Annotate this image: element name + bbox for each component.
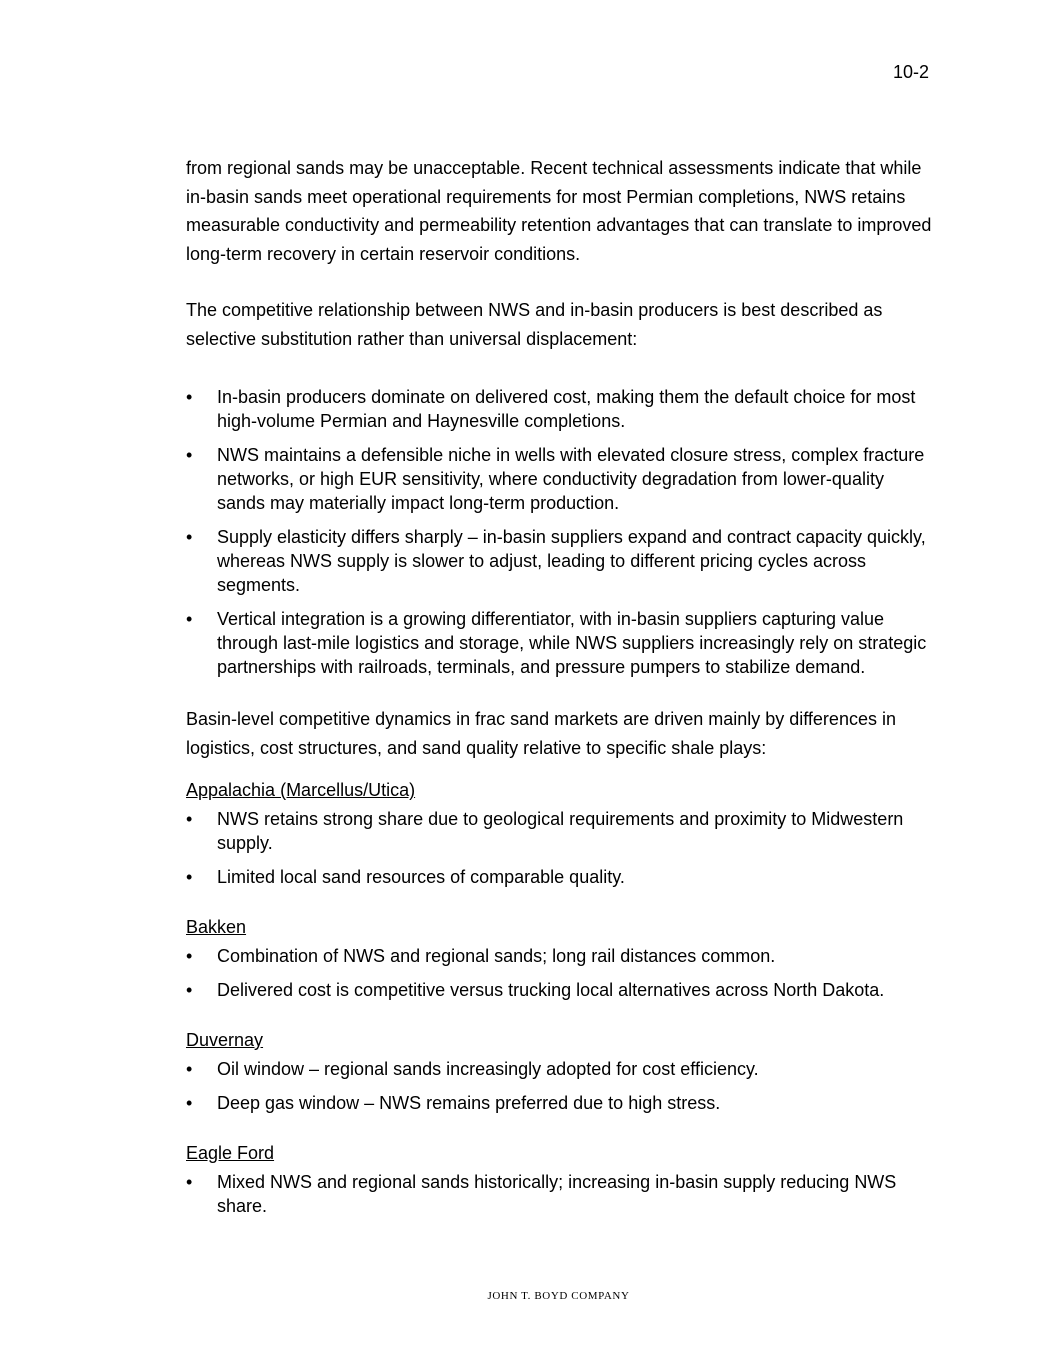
bullet-icon: • [186,809,193,829]
bullet-icon: • [186,387,193,407]
basin-bullet-list [186,807,936,889]
bullet-icon: • [186,1059,193,1079]
bullet-icon: • [186,980,193,1000]
section-heading: Appalachia (Marcellus/Utica) [186,780,416,800]
list-item: • In-basin producers dominate on delivered cost, making them the default choice for most high-volume Permian and Haynesville completions. [186,387,916,431]
list-item: • NWS retains strong share due to geological requirements and proximity to Midwestern supply. [186,809,904,853]
list-item: • NWS maintains a defensible niche in wells with elevated closure stress, complex fracture networks, or high EUR sensitivity, where conductivity degradation from lower-quality sands may materially impact long-term production. [186,445,925,513]
basin-section-bakken [186,915,936,1002]
section-heading: Duvernay [186,1030,264,1050]
basin-section-appalachia [186,778,936,889]
bullet-icon: • [186,445,193,465]
bullet-icon: • [186,1172,193,1192]
basin-bullet-list [186,944,936,1002]
list-item: • Supply elasticity differs sharply – in-basin suppliers expand and contract capacity quickly, whereas NWS supply is slower to adjust, leading to different pricing cycles across segments. [186,527,926,595]
section-heading: Bakken [186,917,247,937]
document-body [186,154,936,1228]
list-item: • Oil window – regional sands increasingly adopted for cost efficiency. [186,1059,759,1079]
basin-section-duvernay [186,1028,936,1115]
paragraph-intro: from regional sands may be unacceptable. Recent technical assessments indicate that while in-basin sands meet operational requirements for most Permian completions, NWS retains measurable conductivity and permeability retention advantages that can translate to improved long-term recovery in certain reservoir conditions. [186,158,932,264]
list-item: • Combination of NWS and regional sands; long rail distances common. [186,946,776,966]
footer-company-name: JOHN T. BOYD COMPANY [487,1290,630,1302]
basin-section-eagle-ford [186,1141,936,1218]
list-item: • Deep gas window – NWS remains preferred due to high stress. [186,1093,721,1113]
bullet-icon: • [186,867,193,887]
list-item: • Vertical integration is a growing differentiator, with in-basin suppliers capturing value through last-mile logistics and storage, while NWS suppliers increasingly rely on strategic partnerships with railroads, terminals, and pressure pumpers to stabilize demand. [186,609,927,677]
section-heading: Eagle Ford [186,1143,275,1163]
bullet-icon: • [186,1093,193,1113]
list-item: • Limited local sand resources of comparable quality. [186,867,625,887]
list-item: • Delivered cost is competitive versus trucking local alternatives across North Dakota. [186,980,885,1000]
basin-bullet-list [186,1057,936,1115]
basin-bullet-list [186,1170,936,1218]
list-item: • Mixed NWS and regional sands historically; increasing in-basin supply reducing NWS share. [186,1172,897,1216]
bullet-icon: • [186,946,193,966]
paragraph-competitive: The competitive relationship between NWS and in-basin producers is best described as selective substitution rather than universal displacement: [186,300,883,349]
bullet-icon: • [186,609,193,629]
bullet-icon: • [186,527,193,547]
competitive-bullet-list [186,385,936,679]
paragraph-basin-dynamics: Basin-level competitive dynamics in frac sand markets are driven mainly by differences in logistics, cost structures, and sand quality relative to specific shale plays: [186,709,896,758]
page-number: 10-2 [893,62,930,82]
